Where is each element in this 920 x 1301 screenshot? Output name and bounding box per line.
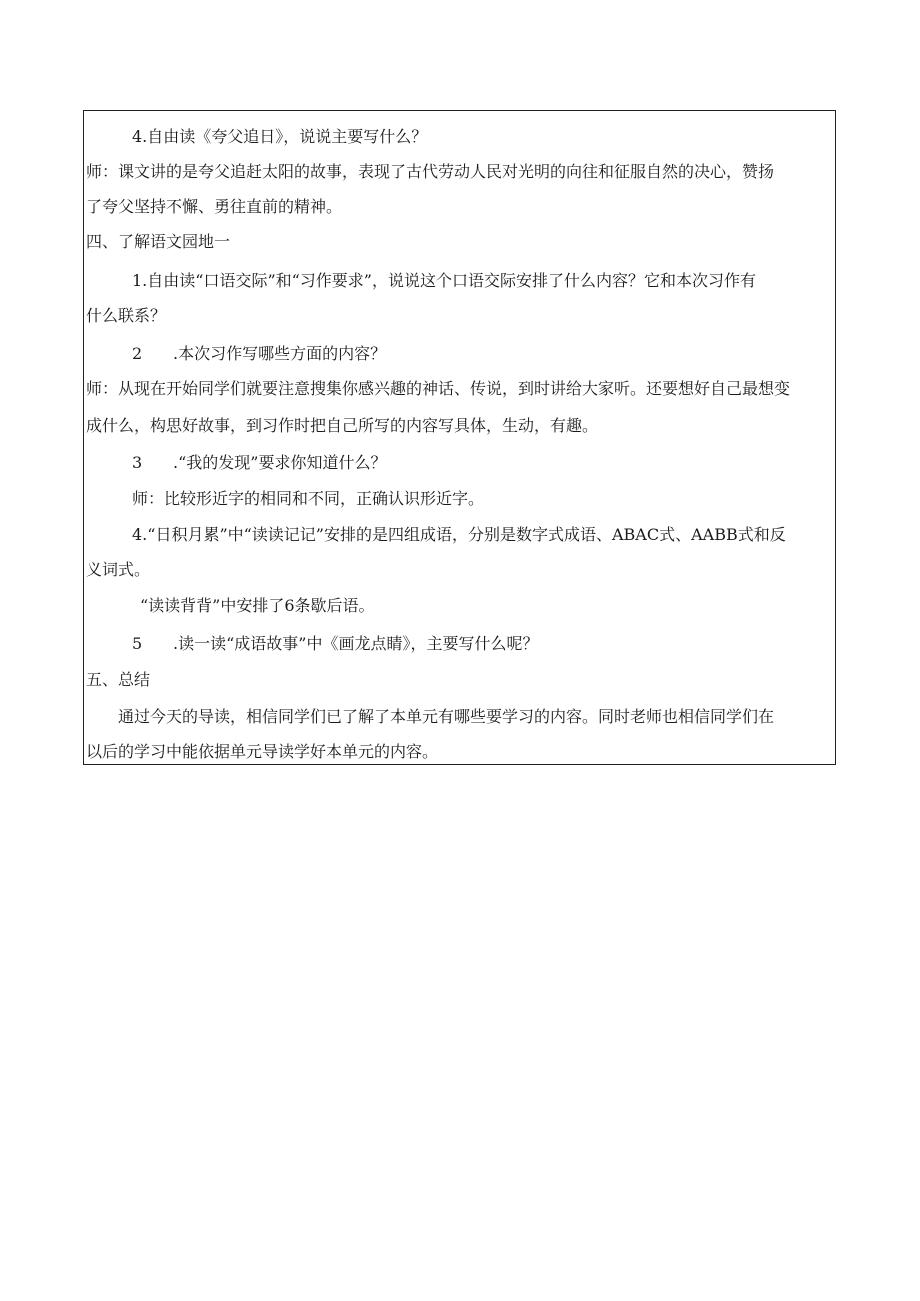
list-number: 5: [132, 634, 143, 653]
paragraph-line: 1.自由读“口语交际”和“习作要求”，说说这个口语交际安排了什么内容？它和本次习作有: [132, 271, 756, 290]
paragraph-line: 4.自由读《夸父追日》，说说主要写什么？: [132, 127, 428, 146]
lesson-table-cell: [83, 110, 836, 765]
paragraph-line: 义词式。: [86, 560, 151, 579]
paragraph-line: 什么联系？: [86, 306, 167, 325]
paragraph-line: 通过今天的导读，相信同学们已了解了本单元有哪些要学习的内容。同时老师也相信同学们在: [118, 707, 775, 726]
paragraph-line: 以后的学习中能依据单元导读学好本单元的内容。: [86, 742, 439, 761]
paragraph-line: 成什么，构思好故事，到习作时把自己所写的内容写具体，生动，有趣。: [86, 416, 599, 435]
paragraph-line: .读一读“成语故事”中《画龙点睛》，主要写什么呢？: [173, 634, 539, 653]
paragraph-line: 师：从现在开始同学们就要注意搜集你感兴趣的神话、传说，到时讲给大家听。还要想好自己最想变: [86, 379, 791, 398]
paragraph-line: 师：比较形近字的相同和不同，正确认识形近字。: [132, 489, 485, 508]
paragraph-line: 4.“日积月累”中“读读记记”安排的是四组成语，分别是数字式成语、ABAC式、AABB式和反: [132, 525, 786, 544]
paragraph-line: “读读背背”中安排了6条歇后语。: [140, 596, 375, 615]
section-heading: 五、总结: [86, 670, 151, 689]
section-heading: 四、了解语文园地一: [86, 232, 231, 251]
paragraph-line: 师：课文讲的是夸父追赶太阳的故事，表现了古代劳动人民对光明的向往和征服自然的决心，赞扬: [86, 162, 775, 181]
list-number: 2: [132, 344, 143, 363]
paragraph-line: .本次习作写哪些方面的内容？: [173, 344, 387, 363]
paragraph-line: 了夸父坚持不懈、勇往直前的精神。: [86, 197, 343, 216]
list-number: 3: [132, 453, 143, 472]
paragraph-line: .“我的发现”要求你知道什么？: [173, 453, 387, 472]
